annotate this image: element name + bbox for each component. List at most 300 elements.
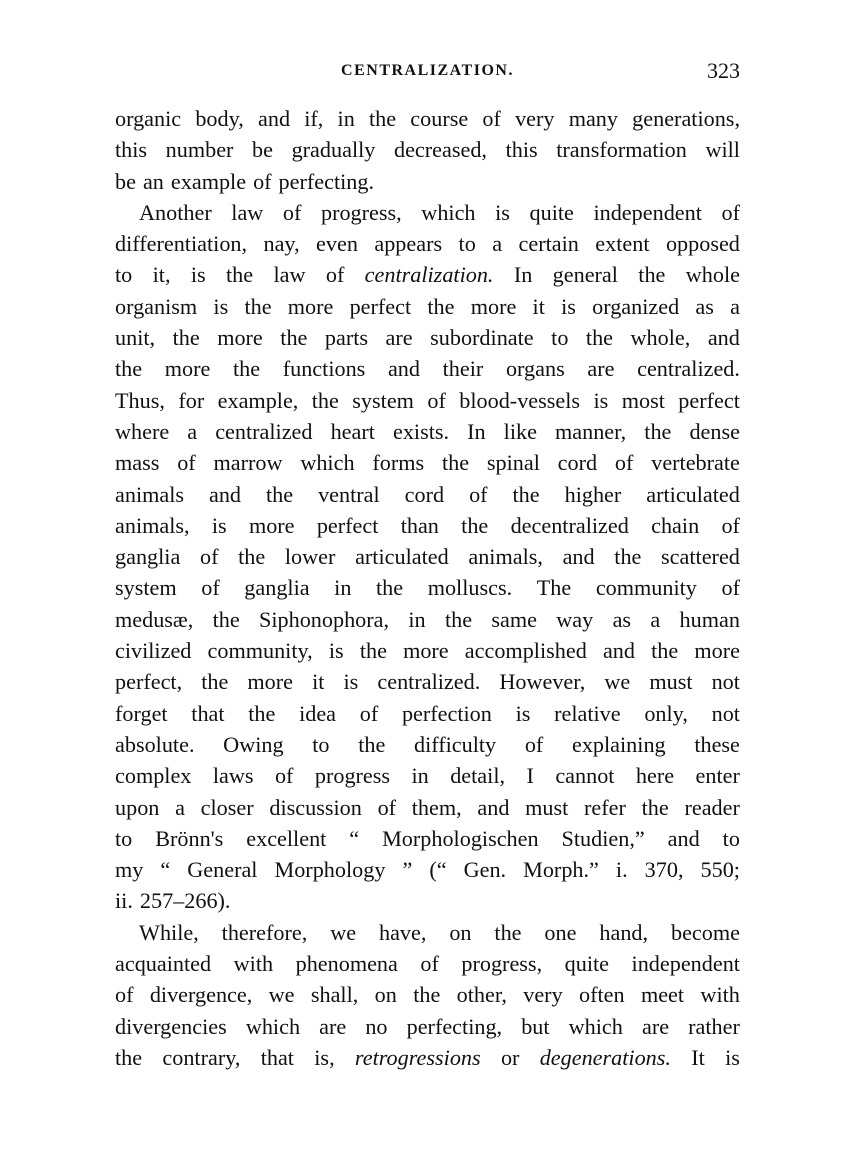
word: divergencies <box>115 1013 227 1039</box>
word: extent <box>595 231 650 257</box>
word: organic <box>115 106 182 131</box>
word: these <box>694 731 740 757</box>
word: It <box>691 1044 705 1070</box>
word: must <box>649 669 693 695</box>
word: is, <box>314 1044 335 1070</box>
word: are <box>587 356 615 382</box>
text-line <box>115 353 740 384</box>
word: my <box>115 857 144 883</box>
word: Siphonophora, <box>259 606 390 632</box>
word: have, <box>378 919 427 945</box>
word: Morphologischen <box>382 825 539 851</box>
word: the <box>614 544 642 570</box>
word: very <box>523 982 563 1008</box>
word: scattered <box>661 544 740 570</box>
word: one <box>544 919 577 945</box>
word: ventral <box>318 481 380 507</box>
text-line <box>115 979 740 1010</box>
text-line <box>115 885 740 916</box>
word: example, <box>217 387 299 413</box>
word: decentralized <box>510 512 629 538</box>
word: this <box>115 137 148 163</box>
text-line <box>115 604 740 635</box>
word: most <box>621 387 665 413</box>
word: Brönn's <box>155 825 224 851</box>
word: this <box>505 137 538 163</box>
word: In <box>467 418 486 444</box>
word: the <box>280 325 308 351</box>
word: cord <box>557 450 598 476</box>
word: the <box>376 575 404 601</box>
word: of <box>427 387 446 413</box>
word: them, <box>411 794 462 820</box>
word: quite <box>564 951 610 977</box>
word: chain <box>651 512 700 538</box>
word: heart <box>330 418 375 444</box>
word: the <box>651 638 679 664</box>
word: the <box>311 387 339 413</box>
word: with <box>700 982 740 1008</box>
word: general <box>552 262 618 288</box>
word: that <box>191 700 225 726</box>
word: we <box>330 919 357 945</box>
word: a <box>175 794 185 820</box>
word: perfection <box>401 700 492 726</box>
page-number: 323 <box>707 58 740 83</box>
word: functions <box>282 356 366 382</box>
word: upon <box>115 794 160 820</box>
word: become <box>670 919 740 945</box>
word: and <box>208 481 242 507</box>
word: laws <box>212 763 254 789</box>
word: unit, <box>115 325 156 351</box>
word: ii. <box>115 888 133 914</box>
text-line <box>115 948 740 979</box>
word: Owing <box>223 731 284 757</box>
word: that <box>260 1044 294 1070</box>
word: General <box>187 857 258 883</box>
word: is <box>190 262 206 288</box>
word: are <box>319 1013 347 1039</box>
word: in <box>334 575 352 601</box>
word: complex <box>115 763 192 789</box>
word: is <box>213 293 229 319</box>
text-line <box>115 1011 740 1042</box>
word: Another <box>139 199 212 225</box>
word: excellent <box>246 825 327 851</box>
word: refer <box>584 794 626 820</box>
word: of <box>482 106 501 131</box>
running-head: CENTRALIZATION. <box>341 62 514 79</box>
word: same <box>491 606 537 632</box>
word: of <box>377 794 397 820</box>
word: and <box>602 638 635 664</box>
word: acquainted <box>115 951 212 977</box>
word: are <box>641 1013 670 1039</box>
word: centralized. <box>377 669 481 695</box>
text-line <box>115 792 740 823</box>
word: exists. <box>392 418 450 444</box>
word: of <box>524 731 544 757</box>
word: “ <box>160 857 171 883</box>
word: vertebrate <box>651 450 740 476</box>
text-line <box>115 134 740 165</box>
word: 550; <box>700 857 740 883</box>
word: a <box>730 293 740 319</box>
word: parts <box>324 325 369 351</box>
word: hand, <box>599 919 649 945</box>
word: law <box>273 262 306 288</box>
text-line <box>115 479 740 510</box>
word: organs <box>505 356 565 382</box>
word: more <box>248 512 295 538</box>
word: progress, <box>320 199 402 225</box>
word: but <box>521 1013 550 1039</box>
word: mass <box>115 450 160 476</box>
word: is <box>343 669 359 695</box>
text-line <box>115 823 740 854</box>
word: than <box>400 512 439 538</box>
word: medusæ, <box>115 606 194 632</box>
word: is <box>328 638 344 664</box>
word: retrogressions <box>354 1044 481 1070</box>
word: higher <box>564 481 622 507</box>
word: lower <box>284 544 336 570</box>
word: is <box>495 199 510 225</box>
page-header <box>115 58 740 88</box>
word: the <box>644 418 672 444</box>
text-line <box>115 416 740 447</box>
word: a <box>650 606 661 632</box>
word: decreased, <box>393 137 487 163</box>
word: animals, <box>468 544 543 570</box>
word: and <box>258 106 291 131</box>
word: the <box>441 450 470 476</box>
word: the <box>358 731 386 757</box>
word: ganglia <box>244 575 310 601</box>
word: more <box>247 669 293 695</box>
word: like <box>503 418 537 444</box>
word: law <box>231 199 264 225</box>
word: the <box>641 794 669 820</box>
word: the <box>244 293 272 319</box>
word: blood-vessels <box>459 387 581 413</box>
word: contrary, <box>162 1044 241 1070</box>
word: to <box>722 825 740 851</box>
word: will <box>705 137 740 163</box>
word: the <box>172 325 200 351</box>
word: of <box>274 763 294 789</box>
word: In <box>513 262 533 288</box>
text-line <box>115 666 740 697</box>
word: more <box>694 638 740 664</box>
word: articulated <box>646 481 740 507</box>
text-line <box>115 103 740 134</box>
word: it <box>312 669 325 695</box>
word: “ <box>349 825 360 851</box>
word: which <box>300 450 355 476</box>
word: i. <box>615 857 628 883</box>
word: even <box>316 231 358 257</box>
word: organized <box>592 293 680 319</box>
word: in <box>411 763 429 789</box>
word: more <box>287 293 334 319</box>
word: Morphology <box>274 857 386 883</box>
word: the <box>368 106 397 131</box>
text-line <box>115 854 740 885</box>
word: progress, <box>461 951 543 977</box>
word: manner, <box>555 418 627 444</box>
word: of <box>115 982 134 1008</box>
word: more <box>164 356 211 382</box>
word: independent <box>631 951 740 977</box>
text-line <box>115 510 740 541</box>
word: their <box>442 356 484 382</box>
word: centralized. <box>637 356 740 382</box>
text-line <box>115 729 740 760</box>
word: molluscs. <box>427 575 513 601</box>
text-line <box>115 259 740 290</box>
word: to <box>312 731 330 757</box>
word: to <box>115 825 133 851</box>
word: the <box>461 512 489 538</box>
word: the <box>238 544 266 570</box>
word: opposed <box>665 231 740 257</box>
word: discussion <box>269 794 362 820</box>
text-line <box>115 1042 740 1073</box>
word: in <box>408 606 426 632</box>
word: perfect <box>316 512 379 538</box>
word: gradually <box>291 137 376 163</box>
word: human <box>679 606 740 632</box>
word: dense <box>689 418 740 444</box>
word: which <box>568 1013 623 1039</box>
word: not <box>711 700 740 726</box>
word: reader <box>684 794 740 820</box>
word: the <box>444 606 473 632</box>
word: (“ <box>429 857 447 883</box>
word: nay, <box>263 231 300 257</box>
word: centralized <box>215 418 313 444</box>
word: of <box>359 700 379 726</box>
word: of <box>253 168 272 194</box>
text-line <box>115 917 740 948</box>
word: independent <box>593 199 702 225</box>
word: enter <box>695 763 740 789</box>
word: is <box>211 512 227 538</box>
word: to <box>458 231 476 257</box>
word: perfect, <box>115 669 183 695</box>
word: divergence, <box>149 982 253 1008</box>
word: it <box>532 293 545 319</box>
word: course <box>410 106 469 131</box>
word: the <box>427 293 455 319</box>
word: the <box>115 1044 143 1070</box>
word: is <box>593 387 609 413</box>
word: many <box>568 106 618 131</box>
word: and <box>667 825 700 851</box>
word: perfect <box>349 293 412 319</box>
word: therefore, <box>221 919 308 945</box>
word: of <box>469 481 488 507</box>
text-line <box>115 228 740 259</box>
word: quite <box>529 199 574 225</box>
word: detail, <box>450 763 506 789</box>
word: of <box>325 262 345 288</box>
word: animals, <box>115 512 190 538</box>
word: on <box>374 982 397 1008</box>
word: forms <box>372 450 425 476</box>
word: where <box>115 418 170 444</box>
word: The <box>536 575 572 601</box>
word: in <box>337 106 355 131</box>
word: differentiation, <box>115 231 248 257</box>
word: way <box>556 606 594 632</box>
word: we <box>268 982 295 1008</box>
word: not <box>711 669 740 695</box>
word: explaining <box>571 731 666 757</box>
word: the <box>212 606 240 632</box>
word: and <box>707 325 740 351</box>
text-line <box>115 635 740 666</box>
word: the <box>638 262 666 288</box>
word: a <box>187 418 198 444</box>
word: of <box>177 450 196 476</box>
word: system <box>352 387 414 413</box>
word: Morph.” <box>523 857 599 883</box>
word: it, <box>152 262 171 288</box>
text-line <box>115 572 740 603</box>
word: is <box>725 1044 740 1070</box>
word: often <box>579 982 625 1008</box>
word: or <box>500 1044 520 1070</box>
word: example <box>170 168 247 194</box>
word: of <box>721 575 740 601</box>
word: 370, <box>644 857 684 883</box>
word: and <box>562 544 595 570</box>
text-line <box>115 291 740 322</box>
text-line <box>115 385 740 416</box>
word: perfect <box>678 387 740 413</box>
word: the <box>201 669 229 695</box>
word: ” <box>402 857 413 883</box>
text-line <box>115 197 740 228</box>
text-line <box>115 698 740 729</box>
word: and <box>387 356 420 382</box>
word: civilized <box>115 638 192 664</box>
word: shall, <box>310 982 359 1008</box>
word: body, <box>195 106 244 131</box>
word: progress <box>314 763 391 789</box>
word: community, <box>207 638 313 664</box>
word: and <box>477 794 510 820</box>
word: which <box>245 1013 301 1039</box>
word: be <box>115 168 136 194</box>
word: meet <box>640 982 685 1008</box>
word: appears <box>374 231 443 257</box>
word: which <box>421 199 476 225</box>
word: here <box>635 763 675 789</box>
text-line <box>115 166 740 197</box>
word: whole, <box>630 325 691 351</box>
text-line <box>115 760 740 791</box>
word: to <box>551 325 569 351</box>
word: only, <box>644 700 688 726</box>
text-line <box>115 541 740 572</box>
word: spinal <box>486 450 540 476</box>
text-line <box>115 322 740 353</box>
word: community <box>595 575 697 601</box>
word: animals <box>115 481 185 507</box>
word: with <box>233 951 274 977</box>
word: idea <box>299 700 337 726</box>
word: for <box>178 387 205 413</box>
word: phenomena <box>295 951 398 977</box>
word: relative <box>554 700 621 726</box>
word: closer <box>200 794 254 820</box>
word: the <box>359 638 387 664</box>
word: degenerations. <box>539 1044 671 1070</box>
word: the <box>512 481 540 507</box>
text-line <box>115 447 740 478</box>
word: number <box>165 137 234 163</box>
word: the <box>266 481 294 507</box>
word: organism <box>115 293 198 319</box>
word: of <box>201 575 220 601</box>
word: a <box>492 231 503 257</box>
word: the <box>248 700 276 726</box>
word: centralization. <box>364 262 494 288</box>
word: of <box>721 512 740 538</box>
word: the <box>232 356 261 382</box>
word: ganglia <box>115 544 181 570</box>
word: the <box>115 356 143 382</box>
word: more <box>470 293 517 319</box>
word: more <box>403 638 449 664</box>
word: of <box>199 544 219 570</box>
word: Studien,” <box>561 825 645 851</box>
word: subordinate <box>430 325 534 351</box>
word: While, <box>139 919 199 945</box>
word: as <box>695 293 714 319</box>
word: cord <box>404 481 445 507</box>
word: transformation <box>556 137 687 163</box>
word: of <box>420 951 439 977</box>
word: 257–266). <box>139 888 231 914</box>
word: Thus, <box>115 387 165 413</box>
word: I <box>526 763 534 789</box>
word: of <box>614 450 634 476</box>
word: system <box>115 575 177 601</box>
word: absolute. <box>115 731 195 757</box>
word: accomplished <box>464 638 587 664</box>
word: the <box>494 919 522 945</box>
word: perfecting, <box>406 1013 503 1039</box>
word: very <box>515 106 555 131</box>
word: must <box>525 794 569 820</box>
word: of <box>721 199 740 225</box>
word: on <box>449 919 472 945</box>
word: are <box>385 325 413 351</box>
word: more <box>217 325 263 351</box>
word: Gen. <box>463 857 507 883</box>
word: as <box>612 606 632 632</box>
word: to <box>115 262 133 288</box>
word: difficulty <box>413 731 497 757</box>
word: be <box>252 137 273 163</box>
word: we <box>604 669 631 695</box>
word: articulated <box>355 544 449 570</box>
